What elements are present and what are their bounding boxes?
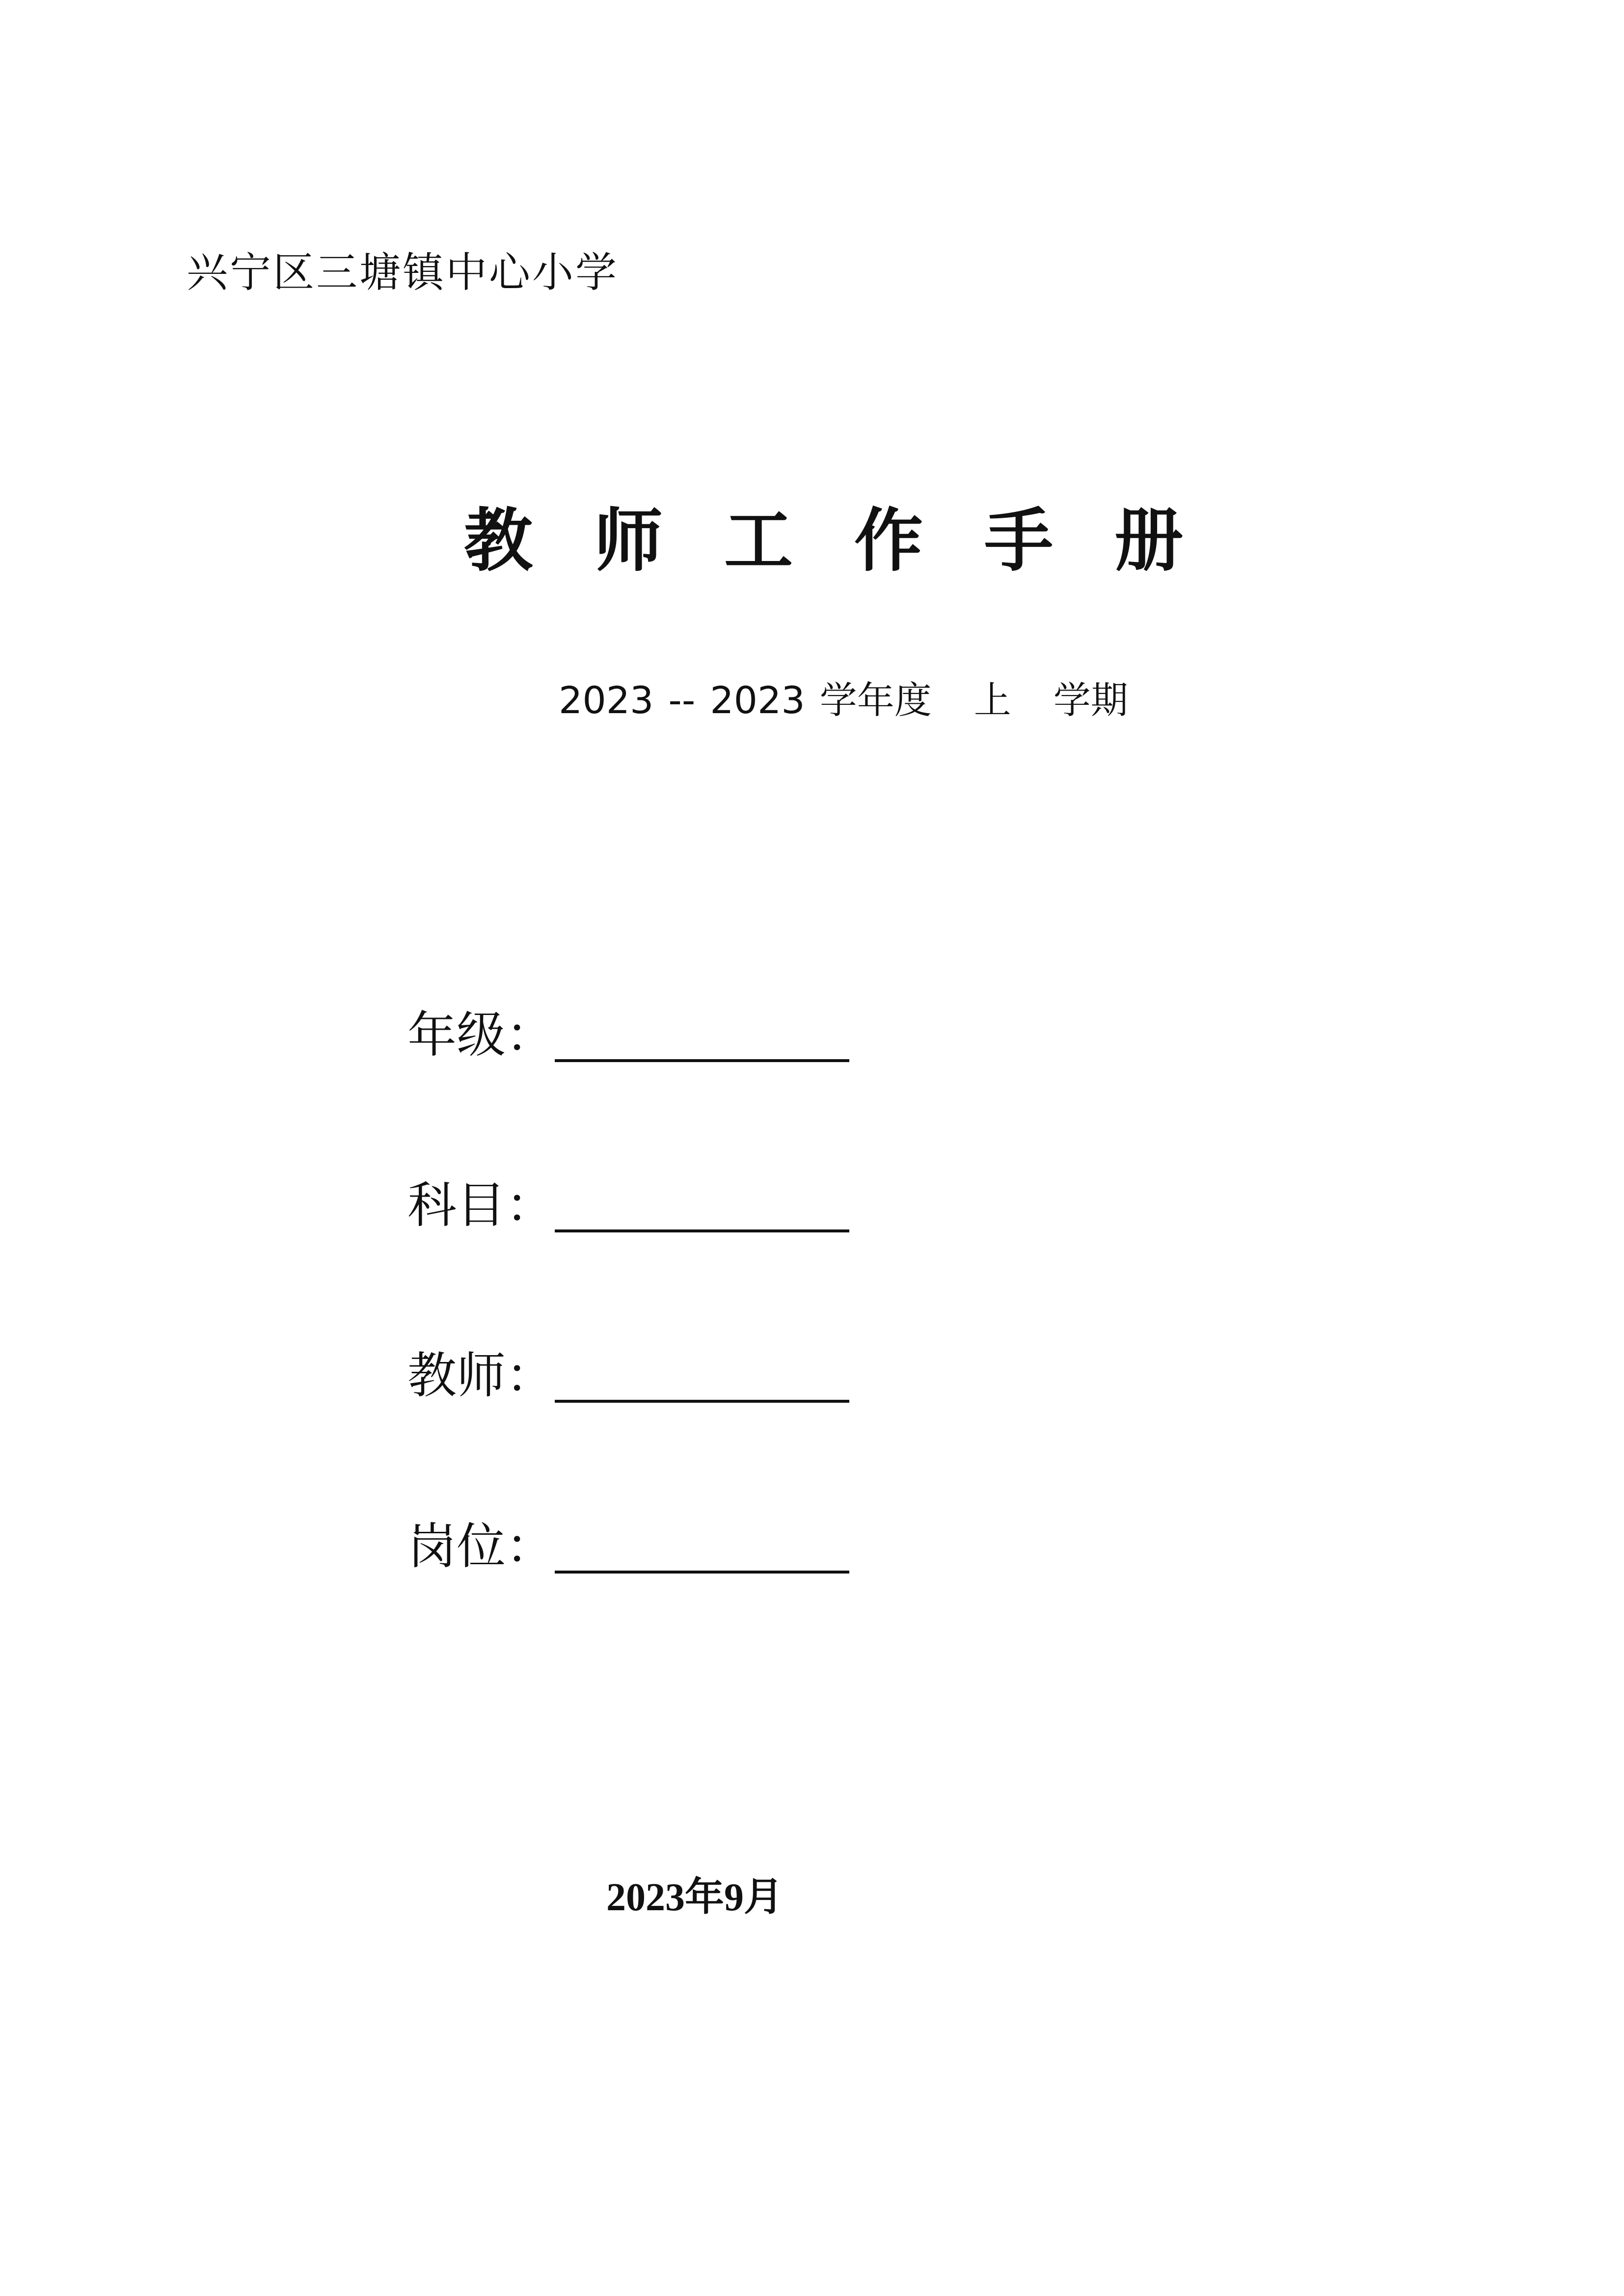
teacher-field bbox=[407, 1346, 849, 1403]
title-char: 师 bbox=[594, 501, 663, 581]
term: 上 bbox=[974, 678, 1011, 722]
position-label: 岗位： bbox=[407, 1518, 555, 1575]
school-name: 兴宁区三塘镇中心小学 bbox=[187, 248, 619, 296]
subject-blank[interactable] bbox=[555, 1175, 849, 1232]
subject-field bbox=[407, 1175, 849, 1232]
title-char: 册 bbox=[1114, 501, 1184, 581]
grade-label: 年级： bbox=[407, 1006, 555, 1064]
subject-label: 科目： bbox=[407, 1176, 555, 1234]
title-char: 作 bbox=[854, 501, 923, 581]
teacher-label: 教师： bbox=[407, 1347, 555, 1404]
issue-date: 2023年9月 bbox=[606, 1876, 783, 1919]
start-year: 2023 bbox=[559, 678, 654, 722]
year-suffix: 学年度 bbox=[819, 678, 932, 722]
year-separator: -- bbox=[668, 678, 696, 722]
academic-year-line bbox=[559, 670, 1128, 724]
position-blank[interactable] bbox=[555, 1517, 849, 1574]
title-char: 教 bbox=[464, 501, 533, 581]
title-char: 手 bbox=[984, 501, 1054, 581]
grade-field bbox=[407, 1005, 849, 1062]
grade-blank[interactable] bbox=[555, 1005, 849, 1062]
end-year: 2023 bbox=[710, 678, 805, 722]
handbook-title bbox=[464, 486, 1183, 585]
teacher-blank[interactable] bbox=[555, 1346, 849, 1403]
position-field bbox=[407, 1517, 849, 1574]
title-char: 工 bbox=[724, 501, 793, 581]
term-suffix: 学期 bbox=[1053, 678, 1128, 722]
